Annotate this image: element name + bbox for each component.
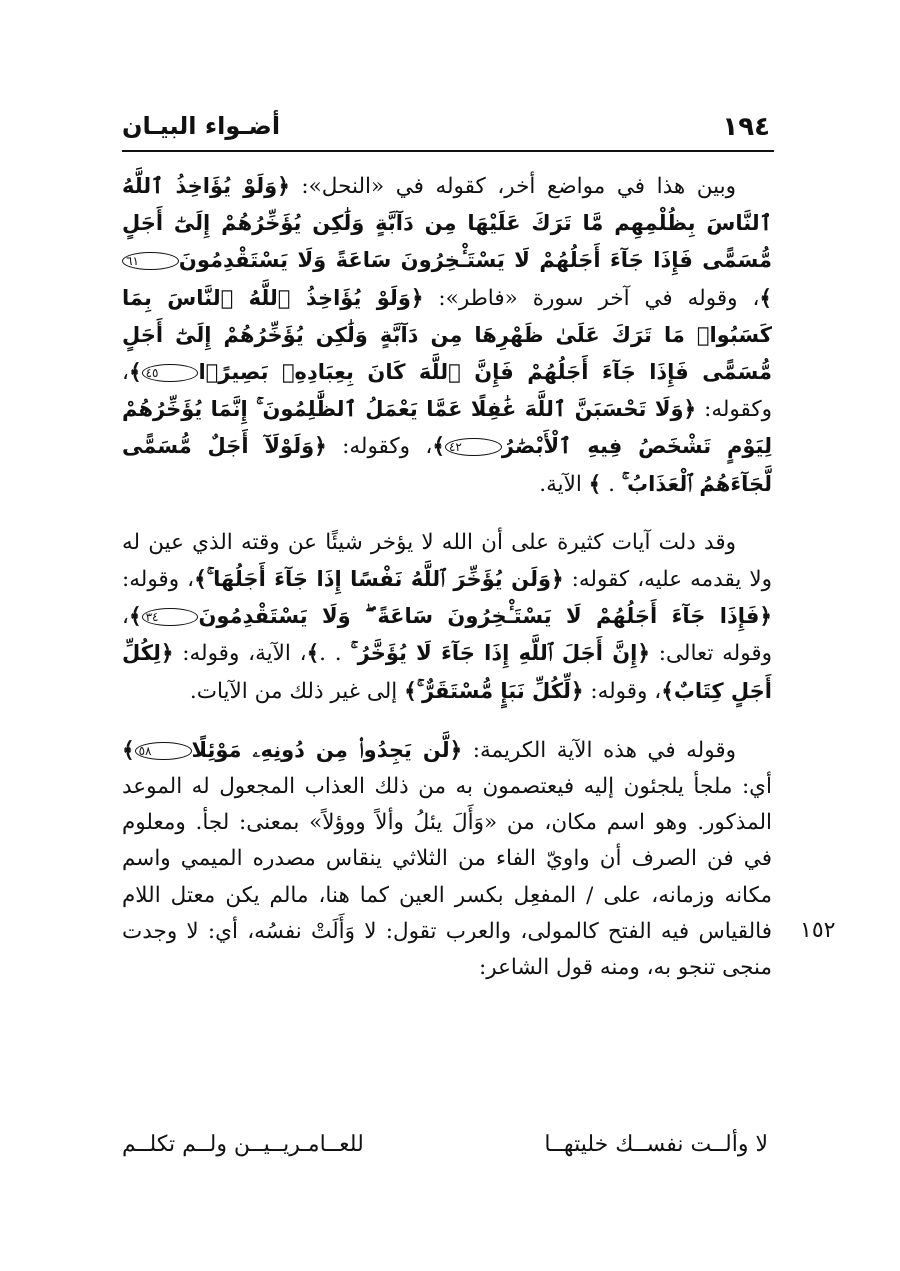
ayah-number-marker: ٤٥	[142, 364, 199, 382]
ayah-number-marker: ٤٢	[445, 438, 502, 456]
poem-first-hemistich: لا وألــت نفســك خليتهــا	[544, 1132, 768, 1157]
page-body	[122, 168, 772, 986]
quran-open-bracket: ﴿	[759, 604, 772, 630]
quran-open-bracket: ﴿	[277, 174, 290, 199]
body-text: أي: ملجأ يلجئون إليه فيعتصمون به من ذلك العذاب المجعول له الموعد المذكور. وهو اسم مكان، من «وَأَلَ يئلُ وألاً ووؤلاً» بمعنى: لجأ. ومعلوم في فن الصرف أن واويّ الفاء من الثلاثي ينقاس مصدره الميمي واسم مكانه وزمانه، على / المفعِل بكسر العين كما هنا، مالم يكن معتل اللام فالقياس فيه الفتح كالمولى، والعرب تقول: لا وَأَلَتْ نفسُه، أي: لا وجدت منجى تنجو به، ومنه قول الشاعر:	[122, 774, 772, 981]
quran-open-bracket: ﴿	[314, 434, 327, 460]
paragraph-1	[122, 168, 772, 503]
body-text: .	[601, 471, 622, 497]
quran-verse: وَلَوْ يُؤَاخِذُ ٱللَّهُ ٱلنَّاسَ بِمَا كَسَبُوا۟ مَا تَرَكَ عَلَىٰ ظَهْرِهَا مِن دَآبَّةٍ وَلَٰكِن يُؤَخِّرُهُمْ إِلَىٰٓ أَجَلٍ مُّسَمًّى فَإِذَا جَآءَ أَجَلُهُمْ فَإِنَّ ٱللَّهَ كَانَ بِعِبَادِهِۦ بَصِيرًۢا	[122, 285, 772, 385]
quran-verse: لِكُلِّ أَجَلٍ كِتَابٌ	[122, 641, 772, 703]
quran-verse: وَلَا تَحْسَبَنَّ ٱللَّهَ غَٰفِلًا عَمَّا يَعْمَلُ ٱلظَّٰلِمُونَ ۚ إِنَّمَا يُؤَخِّرُهُمْ لِيَوْمٍ تَشْخَصُ فِيهِ ٱلْأَبْصَٰرُ	[122, 397, 773, 459]
quran-verse: لَّن يَجِدُوا۟ مِن دُونِهِۦ مَوْئِلًا	[191, 737, 450, 762]
body-text: ، الآية، وقوله:	[173, 641, 307, 667]
quran-close-bracket: ﴾	[306, 641, 320, 667]
body-text: وقد دلت آيات كثيرة على أن الله لا يؤخر شيئًا عن وقته الذي عين له ولا يقدمه عليه، كقوله:	[122, 529, 772, 593]
body-text: وقوله في هذه الآية الكريمة:	[462, 737, 736, 763]
body-text: إلى غير ذلك من الآيات.	[189, 678, 405, 704]
quran-close-bracket: ﴾	[122, 737, 135, 763]
quran-verse: لِّكُلِّ نَبَإٍ مُّسْتَقَرٌّ ۚ	[416, 678, 571, 703]
poem-second-hemistich: للعــامـريــيــن ولــم تكلــم	[122, 1132, 364, 1157]
quran-open-bracket: ﴿	[570, 678, 584, 704]
ayah-number-marker: ٥٨	[135, 742, 192, 760]
running-header	[122, 108, 770, 150]
page-number: ١٩٤	[722, 112, 770, 142]
book-title: أضـواء البيـان	[122, 112, 281, 140]
body-text: ، وقوله:	[583, 678, 662, 704]
quran-verse: وَلَن يُؤَخِّرَ ٱللَّهُ نَفْسًا إِذَا جَآءَ أَجَلُهَا ۚ	[206, 567, 552, 592]
margin-page-number: ١٥٢	[800, 918, 836, 943]
quran-close-bracket: ﴾	[128, 604, 142, 630]
ayah-number-marker: ٣٤	[142, 608, 199, 626]
paragraph-2	[122, 525, 772, 710]
poem-verse	[122, 1127, 768, 1163]
body-text: وبين هذا في مواضع أخر، كقوله في «النحل»:	[289, 174, 736, 199]
quran-close-bracket: ﴾	[759, 285, 772, 311]
body-text: ، وقوله:	[122, 567, 195, 593]
quran-close-bracket: ﴾	[404, 678, 417, 704]
body-text: ، وكقوله:	[122, 360, 772, 423]
quran-verse: وَلَوْلَآ أَجَلٌ مُّسَمًّى لَّجَآءَهُمُ ٱلْعَذَابُ ۚ	[122, 434, 772, 496]
header-rule	[122, 150, 774, 152]
quran-close-bracket: ﴾	[432, 434, 445, 460]
quran-close-bracket: ﴾	[194, 567, 207, 593]
quran-close-bracket: ﴾	[128, 360, 142, 386]
paragraph-gap	[122, 710, 772, 732]
quran-open-bracket: ﴿	[410, 285, 424, 311]
quran-open-bracket: ﴿	[160, 641, 174, 667]
quran-open-bracket: ﴿	[637, 641, 650, 667]
quran-close-bracket: ﴾	[588, 471, 602, 497]
body-text: . .	[319, 641, 351, 667]
paragraph-gap	[122, 503, 772, 525]
paragraph-3	[122, 732, 772, 986]
quran-verse: فَإِذَا جَآءَ أَجَلُهُمْ لَا يَسْتَـْٔخِرُونَ سَاعَةً ۖ وَلَا يَسْتَقْدِمُونَ	[198, 604, 760, 629]
body-text: ، وكقوله:	[326, 434, 433, 460]
quran-open-bracket: ﴿	[449, 737, 463, 763]
body-text: الآية.	[539, 471, 589, 497]
quran-verse: وَلَوْ يُؤَاخِذُ ٱللَّهُ ٱلنَّاسَ بِظُلْمِهِم مَّا تَرَكَ عَلَيْهَا مِن دَآبَّةٍ وَلَٰكِن يُؤَخِّرُهُمْ إِلَىٰٓ أَجَلٍ مُّسَمًّى فَإِذَا جَآءَ أَجَلُهُمْ لَا يَسْتَـْٔخِرُونَ سَاعَةً وَلَا يَسْتَقْدِمُونَ	[122, 174, 772, 273]
quran-open-bracket: ﴿	[683, 397, 697, 423]
body-text: ، وقوله تعالى:	[122, 604, 772, 667]
ayah-number-marker: ٦١	[122, 252, 179, 270]
quran-open-bracket: ﴿	[551, 567, 564, 593]
quran-close-bracket: ﴾	[661, 678, 674, 704]
body-text: ، وقوله في آخر سورة «فاطر»:	[423, 285, 760, 311]
quran-verse: إِنَّ أَجَلَ ٱللَّهِ إِذَا جَآءَ لَا يُؤَخَّرُ ۚ	[350, 641, 638, 666]
